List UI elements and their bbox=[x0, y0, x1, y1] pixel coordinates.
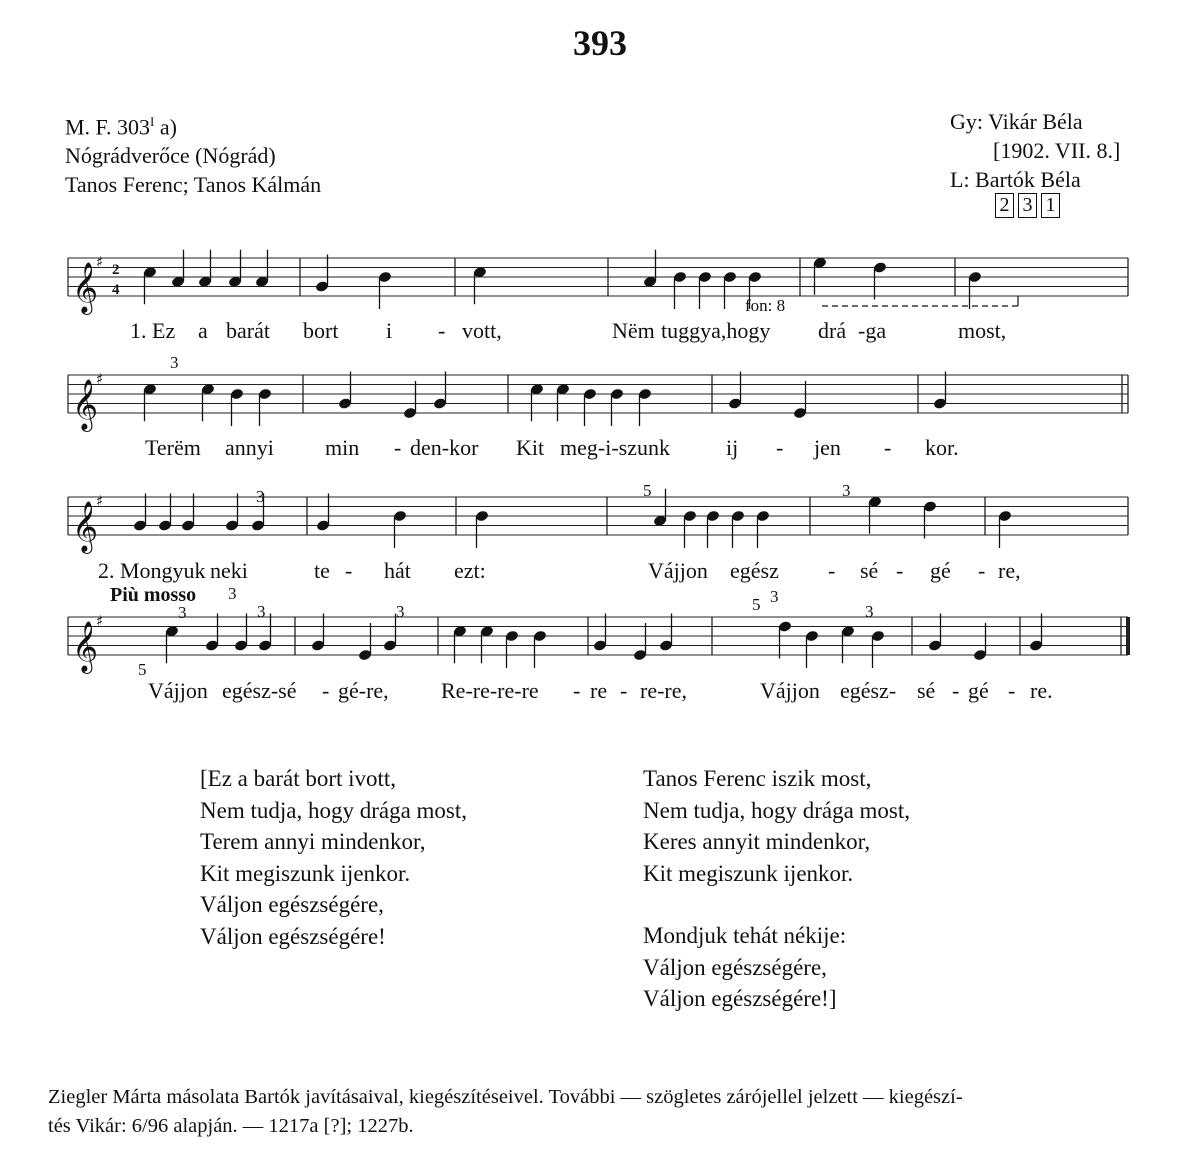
key-signature-sharp-icon: ♯ bbox=[96, 612, 104, 630]
tuplet-number: 5 bbox=[138, 660, 147, 679]
poem-stanza-left bbox=[200, 763, 467, 952]
lyric-syllable: ij bbox=[726, 435, 739, 460]
lyric-syllable: gé-re, bbox=[338, 678, 389, 703]
collector: Gy: Vikár Béla bbox=[950, 109, 1083, 134]
lyric-syllable: i bbox=[386, 318, 393, 343]
tuplet-number: 3 bbox=[170, 353, 179, 372]
lyric-syllable: - bbox=[438, 318, 446, 343]
lyric-syllable: jen bbox=[814, 435, 841, 460]
tuplet-number: 5 bbox=[643, 481, 652, 500]
lyric-syllable: gé bbox=[930, 558, 951, 583]
lyric-syllable: meg-i-szunk bbox=[560, 435, 670, 460]
lyric-syllable: min bbox=[325, 435, 360, 460]
poem-line: Kit megiszunk ijenkor. bbox=[200, 860, 411, 886]
lyric-syllable: barát bbox=[226, 318, 270, 343]
lyric-syllable: egész- bbox=[840, 678, 897, 703]
lyric-syllable: re bbox=[590, 678, 608, 703]
lyric-syllable: - bbox=[896, 558, 904, 583]
catalog-number: M. F. $303^I$ a) bbox=[65, 114, 177, 140]
ottava-label: fon: 8 bbox=[745, 296, 786, 315]
lyric-syllable: kor. bbox=[925, 435, 959, 460]
lyric-syllable: Terëm bbox=[145, 435, 201, 460]
lyrics-line-3 bbox=[98, 558, 1021, 583]
lyric-syllable: - bbox=[952, 678, 960, 703]
poem-line: Mondjuk tehát nékije: bbox=[643, 923, 847, 948]
poem-line: Kit megiszunk ijenkor. bbox=[643, 860, 854, 886]
poem-line: Váljon egészségére! bbox=[200, 923, 386, 949]
key-signature-sharp-icon: ♯ bbox=[96, 492, 104, 510]
lyric-syllable: 2. Mongyuk bbox=[98, 558, 206, 583]
lyric-syllable: Vájjon bbox=[648, 558, 708, 583]
lyric-syllable: - bbox=[345, 558, 353, 583]
footnote-line: Ziegler Márta másolata Bartók javításaival, kiegészítéseivel. További — szögletes zárójellel jelzett — kiegészí- bbox=[48, 1086, 963, 1108]
lyric-syllable: neki bbox=[210, 558, 248, 583]
lyric-syllable: Nëm bbox=[612, 318, 655, 343]
lyric-syllable: - bbox=[322, 678, 330, 703]
classification-box: 3 bbox=[1018, 193, 1037, 218]
key-signature-sharp-icon: ♯ bbox=[96, 370, 104, 388]
treble-clef-icon: 𝄞 bbox=[72, 501, 99, 552]
lyric-syllable: - bbox=[573, 678, 581, 703]
tuplet-number: 3 bbox=[257, 602, 266, 621]
tuplet-number: 3 bbox=[865, 602, 874, 621]
lyric-syllable: gé bbox=[968, 678, 989, 703]
lyrics-line-2 bbox=[145, 435, 959, 460]
lyric-syllable: drá bbox=[818, 318, 847, 343]
lyric-syllable: - bbox=[394, 435, 402, 460]
lyric-syllable: - bbox=[620, 678, 628, 703]
treble-clef-icon: 𝄞 bbox=[72, 379, 99, 430]
lyric-syllable: re-re, bbox=[640, 678, 688, 703]
lyric-syllable: annyi bbox=[225, 435, 274, 460]
poem-line: Terem annyi mindenkor, bbox=[200, 829, 426, 854]
lyric-syllable: - bbox=[776, 435, 784, 460]
lyric-syllable: tuggya,hogy bbox=[661, 318, 771, 343]
classification-box: 2 bbox=[995, 193, 1014, 218]
lyric-syllable: 1. Ez bbox=[130, 318, 176, 343]
poem-line: Tanos Ferenc iszik most, bbox=[643, 766, 872, 791]
lyric-syllable: bort bbox=[303, 318, 339, 343]
lyric-syllable: Re-re-re-re bbox=[441, 678, 539, 703]
lyric-syllable: - bbox=[884, 435, 892, 460]
lyric-syllable: - bbox=[978, 558, 986, 583]
lyric-syllable: most, bbox=[958, 318, 1007, 343]
tuplet-number: 3 bbox=[842, 481, 851, 500]
poem-line: Keres annyit mindenkor, bbox=[643, 829, 871, 854]
lyric-syllable: te bbox=[314, 558, 330, 583]
footnote bbox=[48, 1083, 1158, 1141]
classification-box: 1 bbox=[1041, 193, 1060, 218]
time-signature-top: 2 bbox=[112, 262, 120, 278]
tempo-marking: Più mosso bbox=[110, 584, 197, 606]
lyric-syllable: egész-sé bbox=[222, 678, 297, 703]
tuplet-number: 3 bbox=[396, 602, 405, 621]
performers: Tanos Ferenc; Tanos Kálmán bbox=[65, 172, 322, 198]
lyric-syllable: ezt: bbox=[454, 558, 486, 583]
lyric-syllable: vott, bbox=[462, 318, 502, 343]
page-number: 393 bbox=[573, 23, 627, 63]
lyric-syllable: den-kor bbox=[410, 435, 479, 460]
tuplet-number: 5 bbox=[752, 595, 761, 614]
footnote-line: tés Vikár: 6/96 alapján. — 1217a [?]; 1227b. bbox=[48, 1115, 414, 1137]
tuplet-number: 3 bbox=[178, 603, 187, 622]
location: Nógrádverőce (Nógrád) bbox=[65, 143, 276, 169]
poem-line: Váljon egészségére, bbox=[200, 892, 384, 917]
tuplet-number: 3 bbox=[770, 587, 779, 606]
poem-line: Nem tudja, hogy drága most, bbox=[200, 797, 468, 823]
lyric-syllable: - bbox=[828, 558, 836, 583]
transcriber: L: Bartók Béla bbox=[950, 167, 1081, 192]
poem-line: [Ez a barát bort ivott, bbox=[200, 766, 397, 791]
lyric-syllable: egész bbox=[730, 558, 779, 583]
lyrics-line-1 bbox=[130, 318, 1006, 343]
lyric-syllable: Vájjon bbox=[148, 678, 208, 703]
lyric-syllable: re, bbox=[998, 558, 1021, 583]
tuplet-number: 3 bbox=[256, 487, 265, 506]
lyric-syllable: sé bbox=[860, 558, 879, 583]
lyric-syllable: a bbox=[198, 318, 208, 343]
lyric-syllable: Vájjon bbox=[760, 678, 820, 703]
time-signature-bottom: 4 bbox=[112, 282, 120, 298]
lyric-syllable: hát bbox=[384, 558, 411, 583]
lyrics-line-4 bbox=[148, 678, 1053, 703]
tuplet-number: 3 bbox=[228, 584, 237, 603]
lyric-syllable: Kit bbox=[516, 435, 545, 460]
lyric-syllable: - bbox=[1008, 678, 1016, 703]
key-signature-sharp-icon: ♯ bbox=[96, 253, 104, 271]
poem-line: Váljon egészségére, bbox=[643, 954, 827, 980]
poem-line: Váljon egészségére!] bbox=[643, 986, 837, 1011]
treble-clef-icon: 𝄞 bbox=[72, 262, 99, 313]
lyric-syllable: sé bbox=[917, 678, 936, 703]
poem-line: Nem tudja, hogy drága most, bbox=[643, 797, 911, 823]
treble-clef-icon: 𝄞 bbox=[72, 621, 99, 672]
lyric-syllable: -ga bbox=[858, 318, 887, 343]
poem-stanza-right bbox=[643, 763, 910, 1015]
lyric-syllable: re. bbox=[1030, 678, 1053, 703]
collection-date: [1902. VII. 8.] bbox=[993, 138, 1121, 163]
